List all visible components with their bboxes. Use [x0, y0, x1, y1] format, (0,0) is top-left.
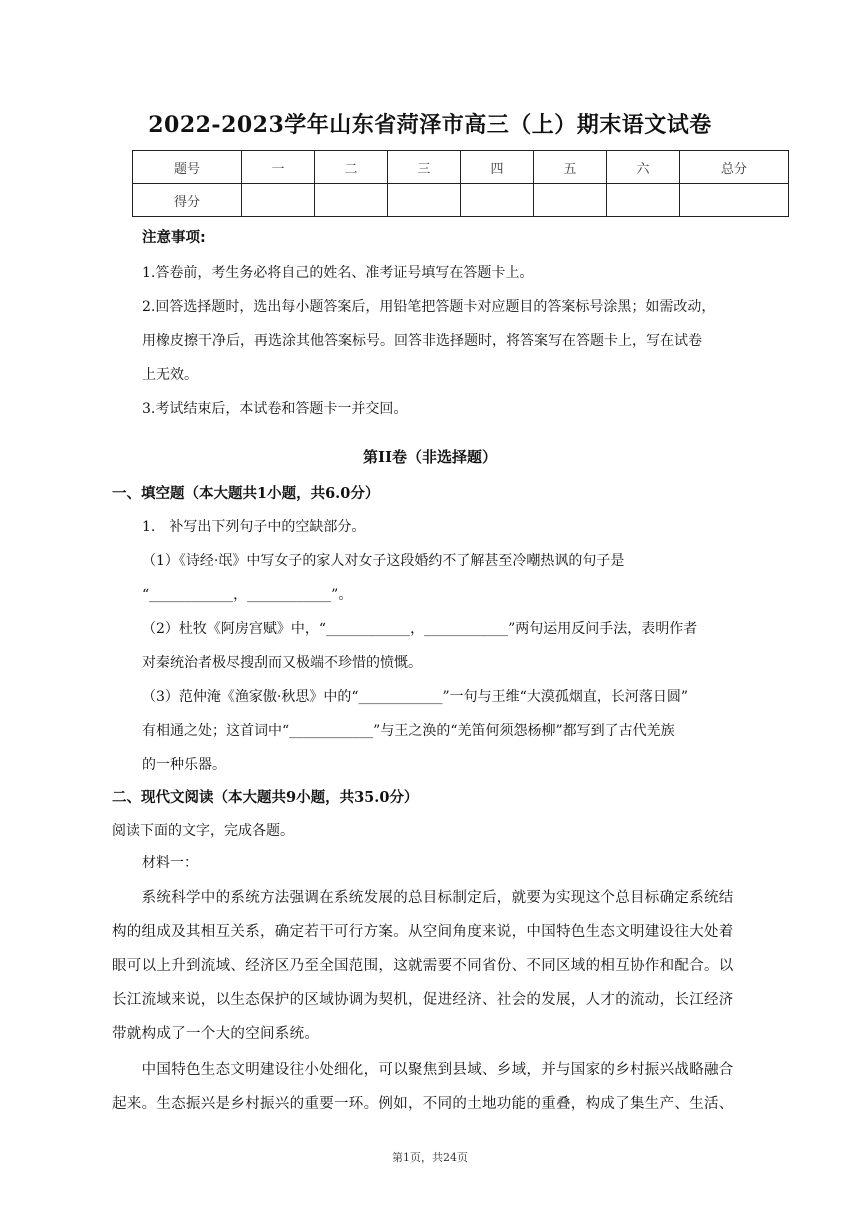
question-line: （1）《诗经·氓》中写女子的家人对女子这段婚约不了解甚至冷嘲热讽的句子是	[142, 553, 625, 569]
score-cell	[461, 184, 534, 217]
material-label: 材料一：	[142, 855, 198, 871]
part-title: 第II卷（非选择题）	[362, 448, 498, 466]
passage-line: 中国特色生态文明建设往小处细化，可以聚焦到县域、乡域，并与国家的乡村振兴战略融合	[112, 1062, 734, 1078]
score-header-cell: 五	[534, 151, 607, 184]
notice-line: 上无效。	[142, 367, 198, 383]
notice-line: 3.考试结束后，本试卷和答题卡一并交回。	[142, 401, 408, 417]
question-line: 有相通之处；这首词中“____________”与王之涣的“羌笛何须怨杨柳”都写到了古代羌族	[142, 723, 675, 739]
notice-line: 1.答卷前，考生务必将自己的姓名、准考证号填写在答题卡上。	[142, 265, 534, 281]
score-table-score-row	[133, 184, 789, 217]
section-heading: 一、填空题（本大题共1小题，共6.0分）	[112, 485, 380, 502]
passage-line: 眼可以上升到流域、经济区乃至全国范围，这就需要不同省份、不同区域的相互协作和配合。以	[112, 958, 734, 974]
passage-line: 系统科学中的系统方法强调在系统发展的总目标制定后，就要为实现这个总目标确定系统结	[112, 890, 734, 906]
score-header-cell: 一	[242, 151, 315, 184]
score-header-cell: 题号	[133, 151, 242, 184]
reading-intro: 阅读下面的文字，完成各题。	[112, 823, 294, 839]
notice-line: 2.回答选择题时，选出每小题答案后，用铅笔把答题卡对应题目的答案标号涂黑；如需改动，	[142, 299, 716, 315]
score-cell	[388, 184, 461, 217]
question-line: （3）范仲淹《渔家傲·秋思》中的“____________”一句与王维“大漠孤烟直，长河落日圆”	[142, 689, 688, 705]
score-header-cell: 四	[461, 151, 534, 184]
section-heading: 二、现代文阅读（本大题共9小题，共35.0分）	[112, 789, 419, 806]
question-line: （2）杜牧《阿房宫赋》中，“____________，____________”两句运用反问手法，表明作者	[142, 621, 698, 637]
score-header-cell: 二	[315, 151, 388, 184]
passage-line: 构的组成及其相互关系，确定若干可行方案。从空间角度来说，中国特色生态文明建设往大处着	[112, 924, 734, 940]
score-cell	[242, 184, 315, 217]
score-header-cell: 总分	[680, 151, 789, 184]
score-row-label: 得分	[133, 184, 242, 217]
exam-title: 2022-2023学年山东省菏泽市高三（上）期末语文试卷	[148, 112, 712, 138]
notice-line: 用橡皮擦干净后，再选涂其他答案标号。回答非选择题时，将答案写在答题卡上，写在试卷	[142, 333, 702, 349]
passage-line: 长江流域来说，以生态保护的区域协调为契机，促进经济、社会的发展，人才的流动，长江经济	[112, 992, 734, 1008]
score-header-cell: 六	[607, 151, 680, 184]
score-table-header-row	[133, 151, 789, 184]
score-cell	[315, 184, 388, 217]
score-cell	[680, 184, 789, 217]
passage-line: 带就构成了一个大的空间系统。	[112, 1026, 320, 1042]
score-table	[132, 150, 789, 217]
score-header-cell: 三	[388, 151, 461, 184]
passage-line: 起来。生态振兴是乡村振兴的重要一环。例如，不同的土地功能的重叠，构成了集生产、生活、	[112, 1096, 734, 1112]
question-line: 对秦统治者极尽搜刮而又极端不珍惜的愤慨。	[142, 655, 422, 671]
question-line: 的一种乐器。	[142, 757, 226, 773]
score-cell	[607, 184, 680, 217]
page-footer: 第1页，共24页	[392, 1151, 468, 1164]
question-stem: 1. 补写出下列句子中的空缺部分。	[142, 519, 366, 535]
question-line: “____________，____________”。	[142, 587, 353, 603]
score-cell	[534, 184, 607, 217]
notice-heading: 注意事项:	[142, 230, 206, 246]
